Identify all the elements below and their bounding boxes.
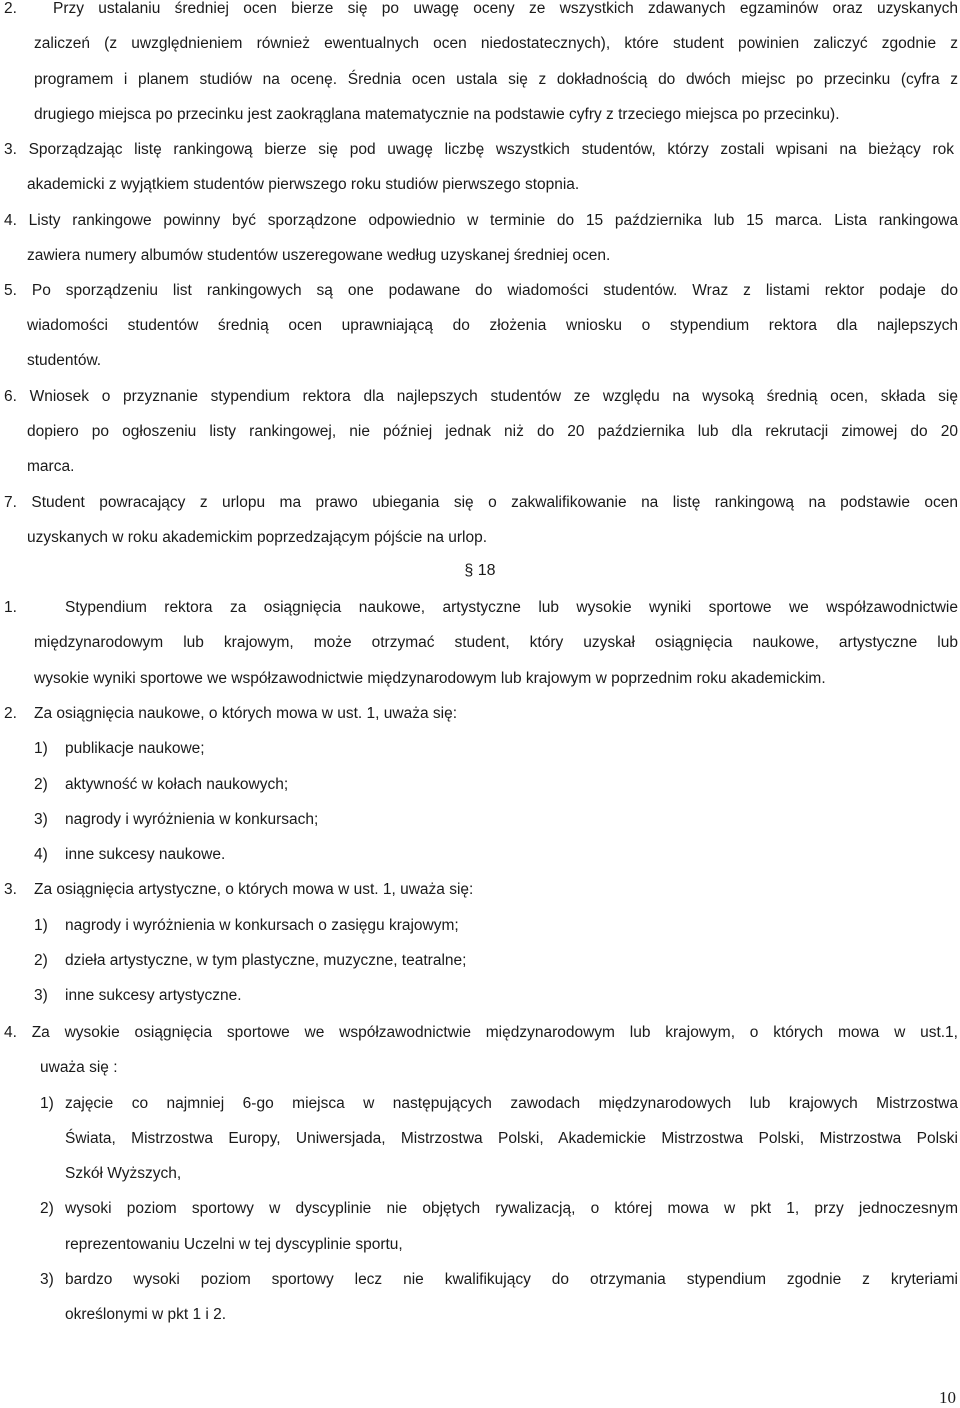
p2-line-2: zaliczeń (z uwzględnieniem również ewentualnych ocen niedostatecznych), które student powinien zaliczyć zgodnie z (34, 35, 958, 52)
s3-item-1-text: nagrody i wyróżnienia w konkursach o zasięgu krajowym; (65, 917, 459, 934)
p6-line-3: marca. (27, 458, 75, 475)
s4-line-1: 4. Za wysokie osiągnięcia sportowe we współzawodnictwie międzynarodowym lub krajowym, o których mowa w ust.1, (4, 1024, 958, 1041)
p5-line-2: wiadomości studentów średnią ocen uprawniającą do złożenia wniosku o stypendium rektora dla najlepszych (27, 317, 958, 334)
s4-item-1-line-1: zajęcie co najmniej 6-go miejsca w następujących zawodach międzynarodowych lub krajowych Mistrzostwa (65, 1095, 958, 1112)
s2-item-4-text: inne sukcesy naukowe. (65, 846, 226, 863)
p2-line-1: Przy ustalaniu średniej ocen bierze się po uwagę oceny ze wszystkich zdawanych egzaminów oraz uzyskanych (53, 0, 958, 17)
s2-item-1-text: publikacje naukowe; (65, 740, 205, 757)
p6-line-2: dopiero po ogłoszeniu listy rankingowej, nie później jednak niż do 20 października lub dla rekrutacji zimowej do 20 (27, 423, 958, 440)
s4-item-2-line-2: reprezentowaniu Uczelni w tej dyscyplinie sportu, (65, 1236, 403, 1253)
s4-line-2: uważa się : (40, 1059, 118, 1076)
page-number: 10 (939, 1388, 956, 1407)
s3-item-3-number: 3) (34, 987, 48, 1004)
s1-line-3: wysokie wyniki sportowe we współzawodnictwie międzynarodowym lub krajowym w poprzednim roku akademickim. (34, 670, 826, 687)
section-heading: § 18 (464, 562, 496, 579)
s4-item-3-line-1: bardzo wysoki poziom sportowy lecz nie kwalifikujący do otrzymania stypendium zgodnie z kryteriami (65, 1271, 958, 1288)
s1-line-2: międzynarodowym lub krajowym, może otrzymać student, który uzyskał osiągnięcia naukowe, artystyczne lub (34, 634, 958, 651)
s3-item-2-number: 2) (34, 952, 48, 969)
s2-item-1-number: 1) (34, 740, 48, 757)
p6-line-1: 6. Wniosek o przyznanie stypendium rektora dla najlepszych studentów ze względu na wysoką średnią ocen, składa się (4, 388, 958, 405)
p7-line-2: uzyskanych w roku akademickim poprzedzającym pójście na urlop. (27, 529, 488, 546)
p2-number: 2. (4, 0, 17, 17)
s2-number: 2. (4, 705, 17, 722)
s2-item-2-text: aktywność w kołach naukowych; (65, 776, 289, 793)
s4-item-1-number: 1) (40, 1095, 54, 1112)
s3-item-2-text: dzieła artystyczne, w tym plastyczne, muzyczne, teatralne; (65, 952, 467, 969)
s2-item-4-number: 4) (34, 846, 48, 863)
p5-line-3: studentów. (27, 352, 102, 369)
p3-line-2: akademicki z wyjątkiem studentów pierwszego roku studiów pierwszego stopnia. (27, 176, 580, 193)
p5-line-1: 5. Po sporządzeniu list rankingowych są one podawane do wiadomości studentów. Wraz z listami rektor podaje do (4, 282, 958, 299)
s3-number: 3. (4, 881, 17, 898)
p3-line-1: 3. Sporządzając listę rankingową bierze się pod uwagę liczbę wszystkich studentów, którzy zostali wpisani na bieżący rok (4, 141, 954, 158)
s2-item-3-text: nagrody i wyróżnienia w konkursach; (65, 811, 319, 828)
s3-item-1-number: 1) (34, 917, 48, 934)
s3-text: Za osiągnięcia artystyczne, o których mowa w ust. 1, uważa się: (34, 881, 474, 898)
s2-item-2-number: 2) (34, 776, 48, 793)
p4-line-1: 4. Listy rankingowe powinny być sporządzone odpowiednio w terminie do 15 października lub 15 marca. Lista rankingowa (4, 212, 958, 229)
s1-line-1: Stypendium rektora za osiągnięcia naukowe, artystyczne lub wysokie wyniki sportowe we współzawodnictwie (65, 599, 958, 616)
s4-item-2-line-1: wysoki poziom sportowy w dyscyplinie nie objętych rywalizacją, o której mowa w pkt 1, przy jednoczesnym (65, 1200, 958, 1217)
s4-item-3-line-2: określonymi w pkt 1 i 2. (65, 1306, 227, 1323)
p4-line-2: zawiera numery albumów studentów uszeregowane według uzyskanej średniej ocen. (27, 247, 611, 264)
s4-item-3-number: 3) (40, 1271, 54, 1288)
s2-text: Za osiągnięcia naukowe, o których mowa w ust. 1, uważa się: (34, 705, 458, 722)
s1-number: 1. (4, 599, 17, 616)
s4-item-1-line-3: Szkół Wyższych, (65, 1165, 182, 1182)
p7-line-1: 7. Student powracający z urlopu ma prawo ubiegania się o zakwalifikowanie na listę rankingową na podstawie ocen (4, 494, 958, 511)
s2-item-3-number: 3) (34, 811, 48, 828)
s4-item-1-line-2: Świata, Mistrzostwa Europy, Uniwersjada, Mistrzostwa Polski, Akademickie Mistrzostwa Polski, Mistrzostwa Polski (65, 1130, 958, 1147)
s3-item-3-text: inne sukcesy artystyczne. (65, 987, 242, 1004)
p2-line-4: drugiego miejsca po przecinku jest zaokrąglana matematycznie na podstawie cyfry z trzeciego miejsca po przecinku). (34, 106, 840, 123)
p2-line-3: programem i planem studiów na ocenę. Średnia ocen ustala się z dokładnością do dwóch miejsc po przecinku (cyfra z (34, 71, 958, 88)
s4-item-2-number: 2) (40, 1200, 54, 1217)
